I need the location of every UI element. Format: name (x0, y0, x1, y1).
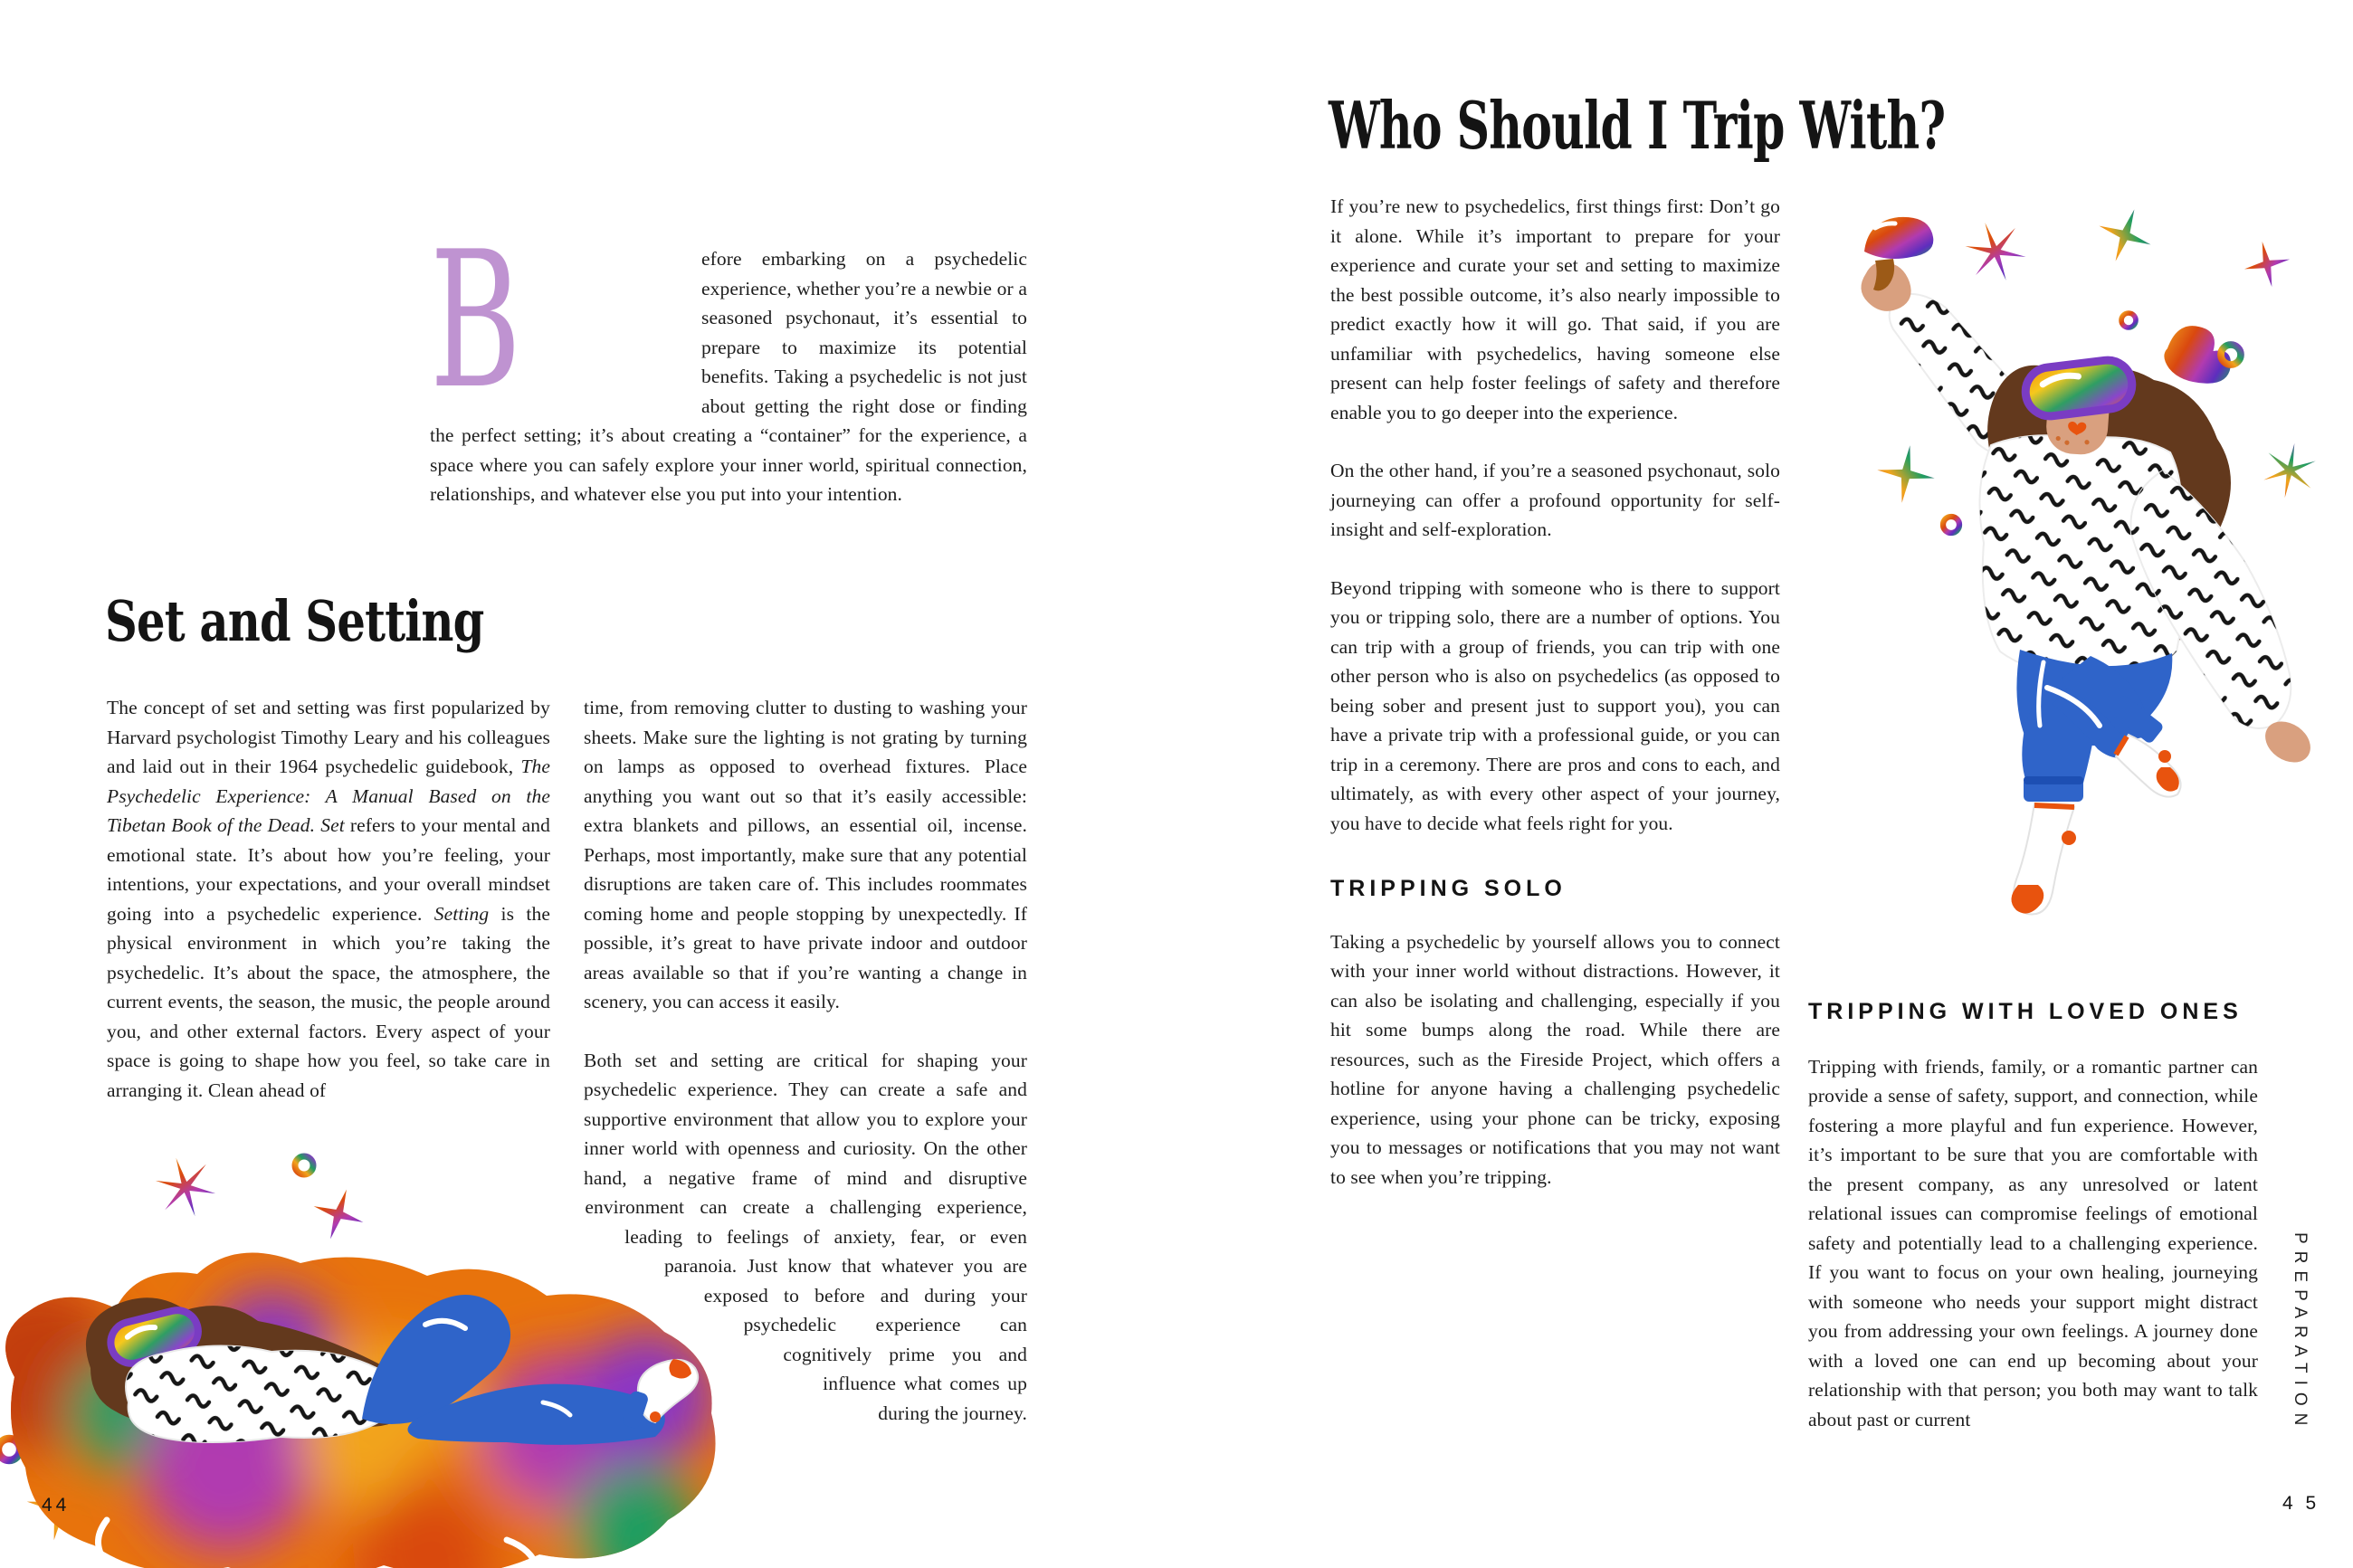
intro-text: efore embarking on a psychedelic experience, whether you’re a newbie or a seasoned psychonaut, it’s essential to prepare to maximize its potential benefits. Taking a psychedelic is not just about getting the right dose or finding the perfect setting; it’s about creating a “container” for the experience, a space where you can safely explore your inner world, spiritual connection, relationships, and whatever else you put into your intention. (430, 248, 1027, 505)
ring-icon (2221, 345, 2241, 365)
dancing-person (1861, 217, 2318, 915)
star-icon (2240, 237, 2295, 292)
set-setting-paragraph: The concept of set and setting was first popularized by Harvard psychologist Timothy Leary and his colleagues and laid out in their 1964 psychedelic guidebook, The Psychedelic Experience: A Manual Based on the Tibetan Book of the Dead. Set refers to your mental and emotional state. It’s about how you’re feeling, your intentions, your expectations, and your overall mindset going into a psychedelic experience. Setting is the physical environment in which you’re taking the psychedelic. It’s about the space, the atmosphere, the current events, the season, the music, the people around you, and other external factors. Every aspect of your space is going to shape how you feel, so take care in arranging it. Clean ahead of (107, 697, 550, 1101)
section-heading-set-and-setting: Set and Setting (105, 588, 484, 654)
star-icon (2090, 200, 2160, 271)
lying-person-illustration (0, 1131, 724, 1568)
tripping-options-paragraph: Beyond tripping with someone who is there to support you or tripping solo, there are a number of options. You can trip with a group of friends, you can trip with one other person who is also on psychedelics (as opposed to being sober and present just to support you), you can have a private trip with a professional guide, or you can trip in a ceremony. There are pros and cons to each, and ultimately, as with every other aspect of your journey, you have to decide what feels right for you. (1330, 576, 1780, 834)
seasoned-psychonaut-paragraph: On the other hand, if you’re a seasoned psychonaut, solo journeying can offer a profound opportunity for self-insight and self-exploration. (1330, 460, 1780, 540)
ring-icon (295, 1156, 313, 1174)
page-number-right: 4 5 (2282, 1493, 2320, 1514)
sock (2011, 803, 2076, 915)
intro-paragraph (430, 212, 1027, 509)
star-icon (2255, 439, 2324, 503)
right-page-column-1 (1330, 192, 1780, 1192)
goggles (2023, 357, 2135, 419)
chapter-heading-who-should-i-trip-with: Who Should I Trip With? (1329, 87, 1946, 164)
tripping-solo-paragraph: Taking a psychedelic by yourself allows you to connect with your inner world without distractions. However, it can also be isolating and challenging, especially if you hit some bumps along the road. While there are resources, such as the Fireside Project, which offers a hotline for anyone having a challenging psychedelic experience, using your phone can be tricky, exposing you to messages or notifications that you may not want to see when you’re tripping. (1330, 930, 1780, 1188)
star-icon (1873, 442, 1939, 507)
drop-cap: B (430, 212, 521, 431)
star-icon (306, 1182, 372, 1248)
chapter-side-label: PREPARATION (2291, 1232, 2310, 1433)
tripping-with-loved-ones-paragraph: Tripping with friends, family, or a romantic partner can provide a sense of safety, support, and connection, while fostering a more playful and fun experience. However, it’s important to be sure that you are comfortable with the present company, as any unresolved or latent relational issues can compromise feelings of emotional safety and potentially lead to a challenging experience. If you want to focus on your own healing, journeying with someone who needs your support might distract you from addressing your own feelings. A journey done with a loved one can end up becoming about your relationship with that person; you both may want to talk about past or current (1808, 1055, 2258, 1430)
ring-icon (2121, 313, 2136, 328)
trip-with-intro-paragraph: If you’re new to psychedelics, first things first: Don’t go it alone. While it’s important to prepare for your experience and curate your set and setting to maximize the best possible outcome, it’s also nearly impossible to predict exactly how it will go. That said, if you are unfamiliar with psychedelics, having someone else present can help foster feelings of safety and therefore enable you to go deeper into the experience. (1330, 195, 1780, 423)
setting-prep-paragraph: time, from removing clutter to dusting to washing your sheets. Make sure the lighting is not grating by turning on lamps as opposed to overhead fixtures. Place anything you want out so that it’s easily accessible: extra blankets and pillows, an essential oil, incense. Perhaps, most importantly, make sure that any potential disruptions are taken care of. This includes roommates coming home and people stopping by unexpectedly. If possible, it’s great to have private indoor and outdoor areas available so that if you’re wanting a change in scenery, you can access it easily. (584, 697, 1027, 1012)
sock (2116, 735, 2181, 797)
page-number-left: 44 (42, 1495, 71, 1516)
ring-icon (1943, 517, 1959, 533)
subheading-tripping-solo: TRIPPING SOLO (1330, 876, 1567, 901)
dancing-person-illustration (1810, 145, 2353, 977)
left-page-column-1 (107, 693, 550, 1105)
subheading-tripping-with-loved-ones: TRIPPING WITH LOVED ONES (1808, 999, 2243, 1024)
right-page-column-2 (1808, 997, 2258, 1545)
jean-cuff-shadow (2024, 776, 2083, 784)
star-icon (1960, 220, 2030, 283)
star-icon (150, 1155, 222, 1220)
set-setting-summary-paragraph: Both set and setting are critical for shaping your psychedelic experience. They can create a safe and supportive environment that allow you to explore your inner world with openness and curiosity. On the other hand, a negative frame of mind and disruptive environment can create a challenging experience, leading to feelings of anxiety, fear, or even paranoia. Just know that whatever you are exposed to before and during your psychedelic experience can cognitively prime you and influence what comes up during the journey. (584, 1046, 1027, 1429)
